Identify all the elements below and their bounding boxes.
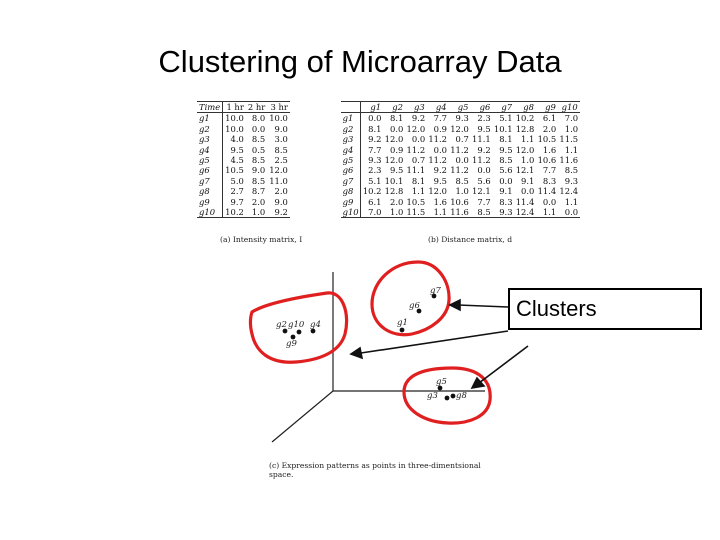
distance-cell: 6.1 — [542, 113, 557, 124]
clusters-callout-label: Clusters — [516, 296, 597, 321]
clusters-callout-box — [508, 288, 702, 330]
intensity-cell: 9.0 — [251, 165, 266, 176]
distance-cell: 11.2 — [406, 144, 426, 155]
distance-cell: 1.1 — [521, 134, 535, 145]
distance-cell: 0.0 — [433, 144, 447, 155]
intensity-row-label: g9 — [197, 197, 223, 207]
intensity-cell: 2.5 — [274, 155, 288, 166]
distance-cell: 10.5 — [406, 196, 426, 207]
intensity-cell: 8.5 — [251, 175, 266, 186]
distance-cell: 12.0 — [384, 134, 404, 145]
intensity-cell: 2.7 — [230, 186, 244, 197]
distance-cell: 11.5 — [406, 207, 426, 218]
distance-cell: 11.4 — [515, 196, 535, 207]
slide-title: Clustering of Microarray Data — [158, 44, 562, 79]
distance-cell: 10.5 — [537, 134, 557, 145]
distance-cell: 0.9 — [433, 123, 447, 134]
distance-cell: 8.5 — [455, 175, 469, 186]
label-g1: g1 — [397, 318, 408, 328]
arrow-to-top-cluster — [458, 305, 508, 307]
distance-cell: 5.6 — [499, 165, 513, 176]
distance-cell: 2.0 — [542, 123, 557, 134]
distance-cell: 9.3 — [564, 175, 579, 186]
intensity-cell: 10.2 — [225, 207, 244, 218]
intensity-cell: 4.0 — [230, 134, 244, 145]
distance-cell: 1.1 — [542, 207, 557, 218]
intensity-cell: 0.0 — [251, 123, 266, 134]
label-g7: g7 — [430, 286, 441, 296]
distance-cell: 1.6 — [542, 144, 557, 155]
arrow-to-left-cluster — [361, 331, 508, 353]
intensity-cell: 5.0 — [230, 175, 244, 186]
distance-cell: 10.2 — [362, 186, 382, 197]
arrow-to-bottom-cluster — [479, 346, 528, 383]
distance-cell: 9.2 — [477, 144, 491, 155]
distance-cell: 9.5 — [433, 175, 447, 186]
distance-cell: 8.1 — [499, 134, 513, 145]
intensity-cell: 10.5 — [225, 165, 244, 176]
cluster-outline-bottom — [404, 368, 490, 423]
distance-cell: 7.7 — [368, 144, 382, 155]
distance-cell: 9.1 — [521, 175, 535, 186]
distance-cell: 11.4 — [537, 186, 557, 197]
distance-cell: 11.2 — [450, 144, 469, 155]
intensity-row-label: g8 — [197, 186, 223, 196]
distance-cell: 2.3 — [368, 165, 382, 176]
intensity-matrix-caption: (a) Intensity matrix, I — [220, 235, 303, 244]
intensity-cell: 0.5 — [251, 144, 266, 155]
intensity-cell: 9.7 — [230, 196, 244, 207]
distance-cell: 0.0 — [542, 196, 557, 207]
label-g8: g8 — [456, 391, 467, 401]
distance-cell: 11.2 — [450, 165, 469, 176]
intensity-cell: 8.7 — [251, 186, 266, 197]
label-g9: g9 — [286, 339, 297, 349]
label-g2: g2 — [276, 320, 287, 330]
distance-cell: 7.7 — [433, 113, 447, 124]
y-axis — [272, 391, 333, 442]
distance-cell: 9.5 — [499, 144, 513, 155]
distance-cell: 0.7 — [411, 155, 426, 166]
intensity-cell: 2.0 — [274, 186, 288, 197]
intensity-cell: 10.0 — [225, 113, 244, 124]
distance-row-label: g4 — [341, 145, 361, 155]
distance-cell: 5.1 — [368, 175, 382, 186]
distance-cell: 1.1 — [411, 186, 426, 197]
distance-cell: 1.1 — [433, 207, 447, 218]
distance-header-cell: g9 — [536, 102, 558, 113]
distance-cell: 0.7 — [455, 134, 469, 145]
distance-cell: 1.1 — [564, 144, 579, 155]
distance-cell: 10.2 — [515, 113, 535, 124]
distance-cell: 0.0 — [411, 134, 426, 145]
intensity-cell: 1.0 — [251, 207, 266, 218]
distance-cell: 0.0 — [368, 113, 382, 124]
intensity-cell: 8.5 — [274, 144, 288, 155]
intensity-row-label: g4 — [197, 145, 223, 155]
distance-header-cell: g7 — [492, 102, 514, 113]
distance-cell: 7.7 — [477, 196, 491, 207]
distance-cell: 10.6 — [537, 155, 557, 166]
distance-cell: 5.1 — [499, 113, 513, 124]
distance-header-cell: g3 — [405, 102, 427, 113]
distance-cell: 0.9 — [389, 144, 404, 155]
distance-cell: 1.1 — [564, 196, 579, 207]
distance-cell: 9.3 — [455, 113, 469, 124]
label-g5: g5 — [436, 377, 447, 387]
distance-cell: 9.5 — [477, 123, 491, 134]
distance-cell: 8.3 — [542, 175, 557, 186]
intensity-cell: 9.2 — [274, 207, 288, 218]
distance-cell: 5.6 — [477, 175, 491, 186]
intensity-cell: 9.0 — [274, 123, 288, 134]
distance-cell: 8.3 — [499, 196, 513, 207]
distance-row-label: g10 — [341, 207, 361, 218]
arrowhead-top — [450, 300, 460, 310]
intensity-cell: 10.0 — [269, 113, 288, 124]
distance-cell: 7.0 — [368, 207, 382, 218]
intensity-header-cell: 2 hr — [247, 102, 266, 112]
distance-cell: 9.1 — [499, 186, 513, 197]
intensity-cell: 4.5 — [230, 155, 244, 166]
distance-cell: 9.3 — [368, 155, 382, 166]
intensity-row-label: g7 — [197, 176, 223, 186]
distance-row-label: g9 — [341, 197, 361, 207]
distance-row-label: g8 — [341, 186, 361, 196]
distance-cell: 8.1 — [411, 175, 426, 186]
distance-cell: 8.5 — [499, 155, 513, 166]
distance-cell: 12.0 — [406, 123, 426, 134]
point-g8 — [451, 394, 456, 399]
intensity-header-cell: 1 hr — [223, 102, 246, 113]
distance-cell: 10.1 — [493, 123, 513, 134]
intensity-cell: 12.0 — [269, 165, 288, 176]
distance-cell: 12.4 — [559, 186, 579, 197]
distance-cell: 12.1 — [472, 186, 491, 197]
distance-cell: 9.3 — [499, 207, 513, 218]
distance-cell: 12.4 — [515, 207, 535, 218]
arrowhead-left — [351, 348, 362, 358]
intensity-row-label: g3 — [197, 134, 223, 144]
distance-cell: 12.8 — [384, 186, 404, 197]
distance-matrix-caption: (b) Distance matrix, d — [428, 235, 513, 244]
distance-cell: 11.2 — [428, 134, 447, 145]
label-g3: g3 — [427, 391, 438, 401]
scatter-caption: (c) Expression patterns as points in three-dimentsional space. — [269, 461, 481, 479]
intensity-row-label: g6 — [197, 165, 223, 175]
distance-cell: 12.0 — [515, 144, 535, 155]
distance-cell: 8.5 — [477, 207, 491, 218]
distance-cell: 1.0 — [564, 123, 579, 134]
distance-cell: 1.6 — [433, 196, 447, 207]
distance-cell: 8.5 — [564, 165, 579, 176]
distance-cell: 7.0 — [564, 113, 579, 124]
arrowhead-bottom — [472, 378, 484, 388]
intensity-cell: 2.0 — [251, 196, 266, 207]
distance-cell: 12.1 — [515, 165, 535, 176]
distance-cell: 2.0 — [389, 196, 404, 207]
distance-row-label: g3 — [341, 134, 361, 144]
intensity-row-label: g1 — [197, 113, 223, 124]
distance-cell: 11.1 — [406, 165, 426, 176]
distance-cell: 10.6 — [450, 196, 469, 207]
distance-header-cell: g6 — [470, 102, 492, 113]
intensity-row-label: g10 — [197, 207, 223, 218]
distance-cell: 1.0 — [455, 186, 469, 197]
distance-cell: 11.2 — [472, 155, 491, 166]
distance-cell: 1.0 — [521, 155, 535, 166]
distance-cell: 0.0 — [521, 186, 535, 197]
point-g10 — [297, 330, 302, 335]
distance-row-label: g1 — [341, 113, 361, 124]
distance-cell: 11.6 — [559, 155, 579, 166]
distance-cell: 2.3 — [477, 113, 491, 124]
distance-cell: 8.1 — [368, 123, 382, 134]
point-g3 — [445, 396, 450, 401]
distance-cell: 11.2 — [428, 155, 447, 166]
label-g6: g6 — [409, 301, 420, 311]
distance-cell: 0.0 — [455, 155, 469, 166]
intensity-cell: 11.0 — [269, 175, 288, 186]
distance-header-cell: g8 — [514, 102, 536, 113]
distance-cell: 11.1 — [472, 134, 491, 145]
distance-cell: 6.1 — [368, 196, 382, 207]
intensity-cell: 9.0 — [274, 196, 288, 207]
distance-cell: 7.7 — [542, 165, 557, 176]
distance-header-cell: g4 — [427, 102, 449, 113]
distance-cell: 12.0 — [384, 155, 404, 166]
distance-cell: 8.1 — [389, 113, 404, 124]
distance-cell: 9.5 — [389, 165, 404, 176]
intensity-cell: 8.5 — [251, 134, 266, 145]
distance-header-cell: g2 — [383, 102, 405, 113]
intensity-cell: 3.0 — [274, 134, 288, 145]
distance-header-cell: g5 — [449, 102, 471, 113]
distance-cell: 9.2 — [411, 113, 426, 124]
distance-cell: 0.0 — [389, 123, 404, 134]
distance-row-label: g6 — [341, 165, 361, 175]
distance-cell: 11.6 — [450, 207, 469, 218]
intensity-row-label: g5 — [197, 155, 223, 165]
distance-cell: 0.0 — [477, 165, 491, 176]
distance-cell: 12.0 — [450, 123, 469, 134]
distance-header-cell: g10 — [558, 102, 580, 113]
intensity-header-cell: 3 hr — [267, 102, 290, 113]
intensity-cell: 9.5 — [230, 144, 244, 155]
label-g4: g4 — [310, 320, 321, 330]
distance-cell: 12.0 — [428, 186, 447, 197]
distance-cell: 1.0 — [389, 207, 404, 218]
distance-header-cell: g1 — [361, 102, 383, 113]
distance-row-label: g2 — [341, 124, 361, 134]
intensity-row-label: g2 — [197, 124, 223, 134]
intensity-cell: 8.0 — [251, 113, 266, 124]
intensity-cell: 10.0 — [225, 123, 244, 134]
label-g10: g10 — [288, 320, 305, 330]
distance-row-label: g7 — [341, 176, 361, 186]
intensity-cell: 8.5 — [251, 155, 266, 166]
point-g1 — [400, 328, 405, 333]
distance-cell: 10.1 — [384, 175, 404, 186]
distance-cell: 0.0 — [564, 207, 579, 218]
distance-row-label: g5 — [341, 155, 361, 165]
distance-cell: 12.8 — [515, 123, 535, 134]
distance-cell: 0.0 — [499, 175, 513, 186]
distance-cell: 9.2 — [433, 165, 447, 176]
intensity-header-cell: Time — [197, 102, 223, 113]
cluster-outline-top — [372, 262, 449, 335]
distance-cell: 11.5 — [559, 134, 579, 145]
distance-cell: 9.2 — [368, 134, 382, 145]
